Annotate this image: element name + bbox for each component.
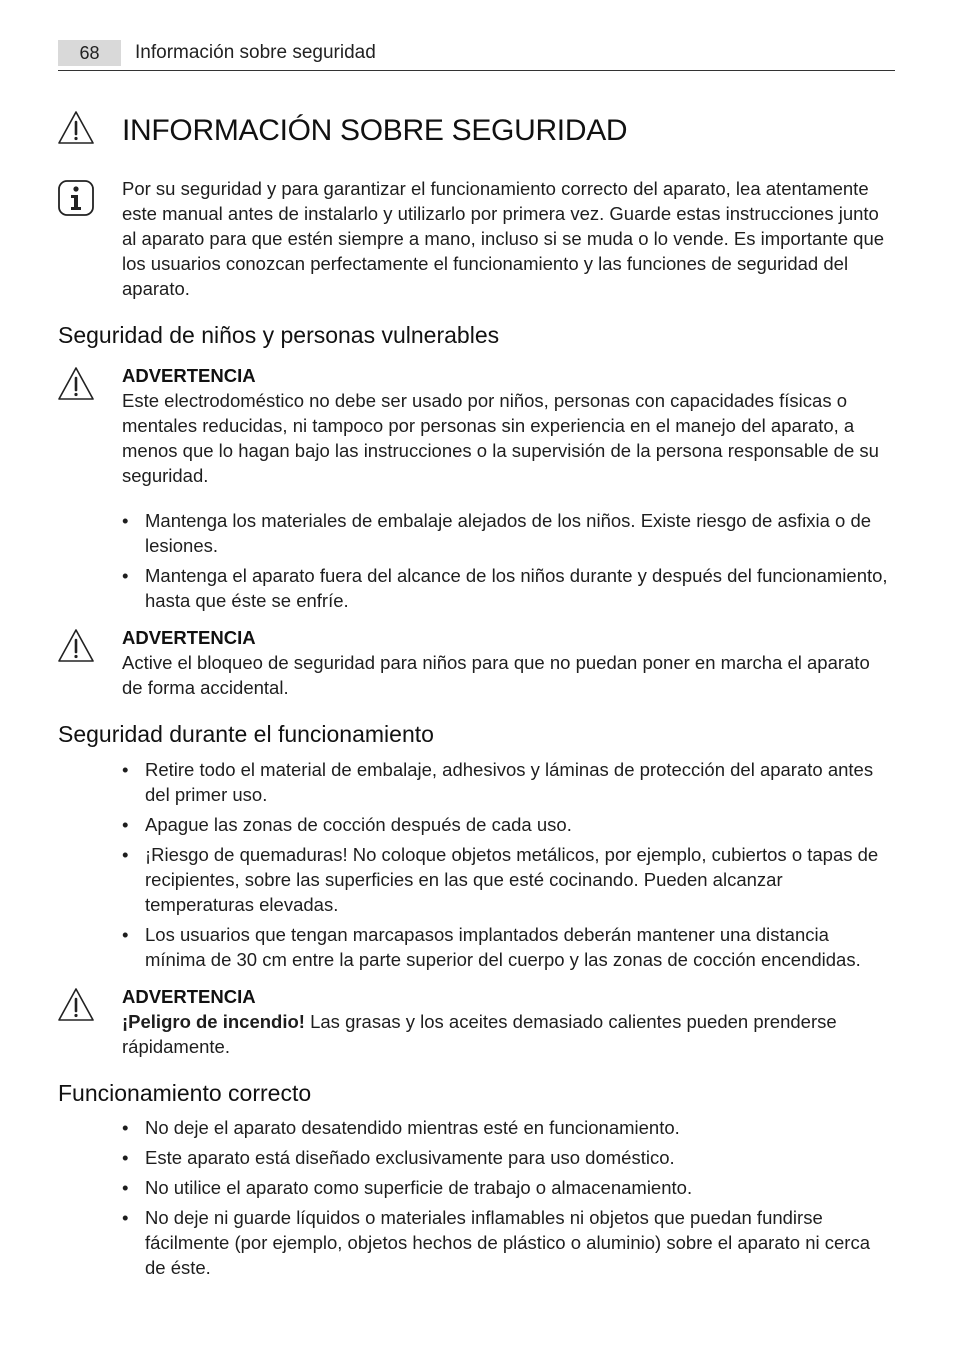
- list-item: • No deje ni guarde líquidos o materiales inflamables ni objetos que puedan fundirse fácilmente (por ejemplo, objetos hechos de plástico o aluminio) sobre el aparato ni cerca de éste.: [122, 1205, 894, 1280]
- list-item: • Mantenga los materiales de embalaje alejados de los niños. Existe riesgo de asfixia o de lesiones.: [122, 508, 894, 558]
- warning-triangle-icon: [56, 364, 96, 404]
- warning-text: [122, 1009, 894, 1059]
- warning-emphasis: ¡Peligro de incendio!: [122, 1011, 305, 1032]
- page-title: INFORMACIÓN SOBRE SEGURIDAD: [122, 114, 628, 147]
- warning-triangle-icon: [56, 108, 96, 148]
- bullet-list-operation: [122, 757, 894, 972]
- section-heading-children: Seguridad de niños y personas vulnerables: [58, 322, 500, 348]
- header-rule: [58, 70, 895, 71]
- bullet-list-children: [122, 508, 894, 613]
- warning-body: Las grasas y los aceites demasiado calientes pueden prenderse rápidamente.: [122, 1011, 837, 1057]
- list-item: • No deje el aparato desatendido mientras esté en funcionamiento.: [122, 1115, 894, 1140]
- list-item: • Este aparato está diseñado exclusivamente para uso doméstico.: [122, 1145, 894, 1170]
- section-heading-correct: Funcionamiento correcto: [58, 1080, 312, 1106]
- warning-text: Active el bloqueo de seguridad para niños para que no puedan poner en marcha el aparato de forma accidental.: [122, 652, 870, 698]
- warning-block-children: [122, 363, 894, 488]
- warning-text: Este electrodoméstico no debe ser usado por niños, personas con capacidades físicas o mentales reducidas, ni tampoco por personas sin experiencia en el manejo del aparato, a menos que lo hagan bajo las instrucciones o la supervisión de la persona responsable de su seguridad.: [122, 390, 879, 486]
- list-item: • ¡Riesgo de quemaduras! No coloque objetos metálicos, por ejemplo, cubiertos o tapas de recipientes, sobre las superficies en las que esté cocinando. Pueden alcanzar temperaturas elevadas.: [122, 842, 894, 917]
- list-item: • Apague las zonas de cocción después de cada uso.: [122, 812, 894, 837]
- warning-label: ADVERTENCIA: [122, 365, 256, 386]
- warning-block-fire: [122, 984, 894, 1059]
- page-number: 68: [58, 40, 121, 66]
- list-item: • Los usuarios que tengan marcapasos implantados deberán mantener una distancia mínima de 30 cm entre la parte superior del cuerpo y las zonas de cocción encendidas.: [122, 922, 894, 972]
- section-heading-operation: Seguridad durante el funcionamiento: [58, 721, 434, 747]
- list-item: • No utilice el aparato como superficie de trabajo o almacenamiento.: [122, 1175, 894, 1200]
- warning-triangle-icon: [56, 626, 96, 666]
- warning-label: ADVERTENCIA: [122, 627, 256, 648]
- warning-triangle-icon: [56, 985, 96, 1025]
- warning-label: ADVERTENCIA: [122, 986, 256, 1007]
- bullet-list-correct: [122, 1115, 894, 1280]
- warning-block-child-lock: [122, 625, 894, 700]
- list-item: • Mantenga el aparato fuera del alcance de los niños durante y después del funcionamiento, hasta que éste se enfríe.: [122, 563, 894, 613]
- intro-paragraph: Por su seguridad y para garantizar el funcionamiento correcto del aparato, lea atentamente este manual antes de instalarlo y utilizarlo por primera vez. Guarde estas instrucciones junto al aparato para que estén siempre a mano, incluso si se muda o lo vende. Es importante que los usuarios conozcan perfectamente el funcionamiento y las funciones de seguridad del aparato.: [122, 178, 885, 299]
- list-item: • Retire todo el material de embalaje, adhesivos y láminas de protección del aparato antes del primer uso.: [122, 757, 894, 807]
- info-icon: [56, 178, 96, 218]
- running-title: Información sobre seguridad: [135, 42, 376, 63]
